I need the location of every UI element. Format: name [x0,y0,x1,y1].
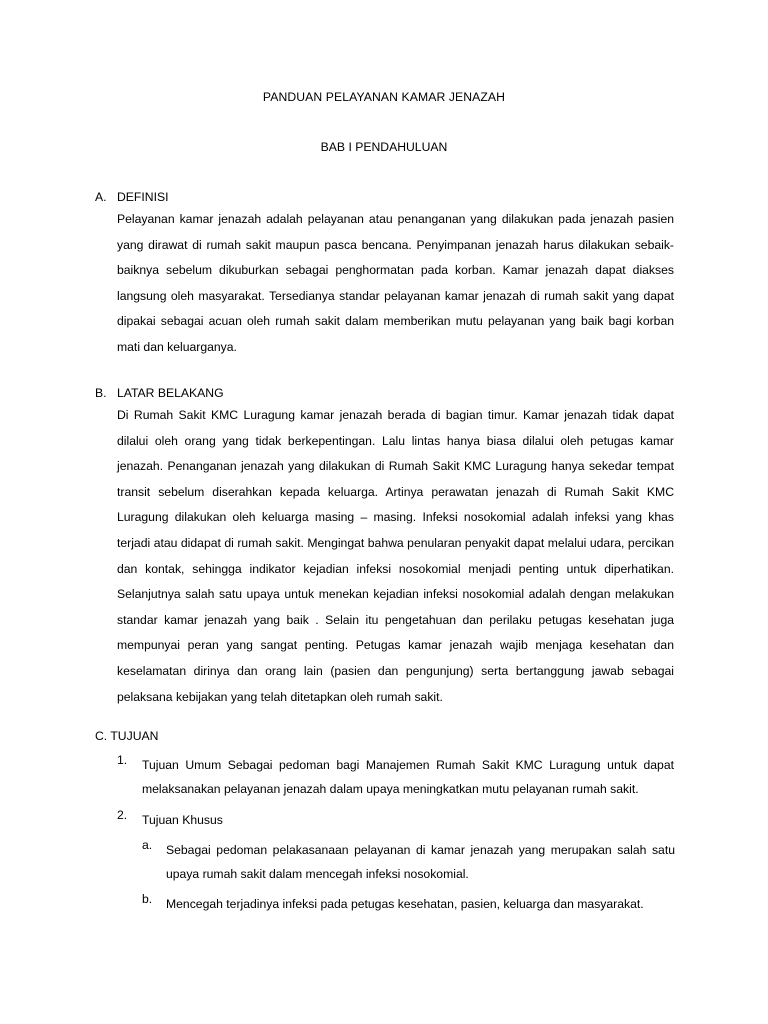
sublist-item-text: Sebagai pedoman pelakasanaan pelayanan di kamar jenazah yang merupakan salah satu upaya rumah sakit dalam mencegah infeksi nosokomial. [166,843,675,881]
chapter-title: BAB I PENDAHULUAN [320,140,448,154]
list-item [117,808,675,832]
section-letter: A. [95,190,107,204]
list-item [117,753,675,801]
sublist-item-text: Mencegah terjadinya infeksi pada petugas kesehatan, pasien, keluarga dan masyarakat. [166,897,644,911]
section-heading-text: C. TUJUAN [95,729,159,743]
section-latar-belakang [95,384,675,710]
sublist-letter: a. [142,838,153,852]
section-paragraph: Pelayanan kamar jenazah adalah pelayanan atau penanganan yang dilakukan pada jenazah pasien yang dirawat di rumah sakit maupun pasca bencana. Penyimpanan jenazah harus dilakukan sebaik-baiknya sebelum dikuburkan sebagai penghormatan pada korban. Kamar jenazah dapat diakses langsung oleh masyarakat. Tersedianya standar pelayanan kamar jenazah di rumah sakit yang dapat dipakai sebagai acuan oleh rumah sakit dalam memberikan mutu pelayanan yang baik bagi korban mati dan keluarganya. [117,212,674,354]
list-number: 1. [117,753,128,767]
section-tujuan [95,727,675,922]
section-paragraph: Di Rumah Sakit KMC Luragung kamar jenazah berada di bagian timur. Kamar jenazah tidak dapat dilalui oleh orang yang tidak berkepentingan. Lalu lintas hanya biasa dilalui oleh petugas kamar jenazah. Penanganan jenazah yang dilakukan di Rumah Sakit KMC Luragung hanya sekedar tempat transit sebelum diserahkan kepada keluarga. Artinya perawatan jenazah di Rumah Sakit KMC Luragung dilakukan oleh keluarga masing – masing. Infeksi nosokomial adalah infeksi yang khas terjadi atau didapat di rumah sakit. Mengingat bahwa penularan penyakit dapat melalui udara, percikan dan kontak, sehingga indikator kejadian infeksi nosokomial menjadi penting untuk diperhatikan. Selanjutnya salah satu upaya untuk menekan kejadian infeksi nosokomial adalah dengan melakukan standar kamar jenazah yang baik . Selain itu pengetahuan dan perilaku petugas kesehatan juga mempunyai peran yang sangat penting. Petugas kamar jenazah wajib menjaga kesehatan dan keselamatan dirinya dan orang lain (pasien dan pengunjung) serta bertanggung jawab sebagai pelaksana kebijakan yang telah ditetapkan oleh rumah sakit. [117,408,674,704]
section-heading-text: DEFINISI [117,190,169,204]
objectives-sublist [142,838,675,916]
section-definisi [95,188,675,361]
list-item-text: Tujuan Umum Sebagai pedoman bagi Manajemen Rumah Sakit KMC Luragung untuk dapat melaksanakan pelayanan jenazah dalam upaya meningkatkan mutu pelayanan rumah sakit. [142,758,674,796]
section-heading [95,727,675,745]
list-item-text: Tujuan Khusus [142,813,223,827]
document-title: PANDUAN PELAYANAN KAMAR JENAZAH [262,90,506,104]
section-heading [95,384,675,402]
sublist-item [142,838,675,886]
sublist-letter: b. [142,892,153,906]
section-letter: B. [95,386,107,400]
sublist-item [142,892,675,916]
list-number: 2. [117,808,128,822]
section-heading-text: LATAR BELAKANG [117,386,224,400]
section-heading [95,188,675,206]
objectives-list [117,753,675,916]
